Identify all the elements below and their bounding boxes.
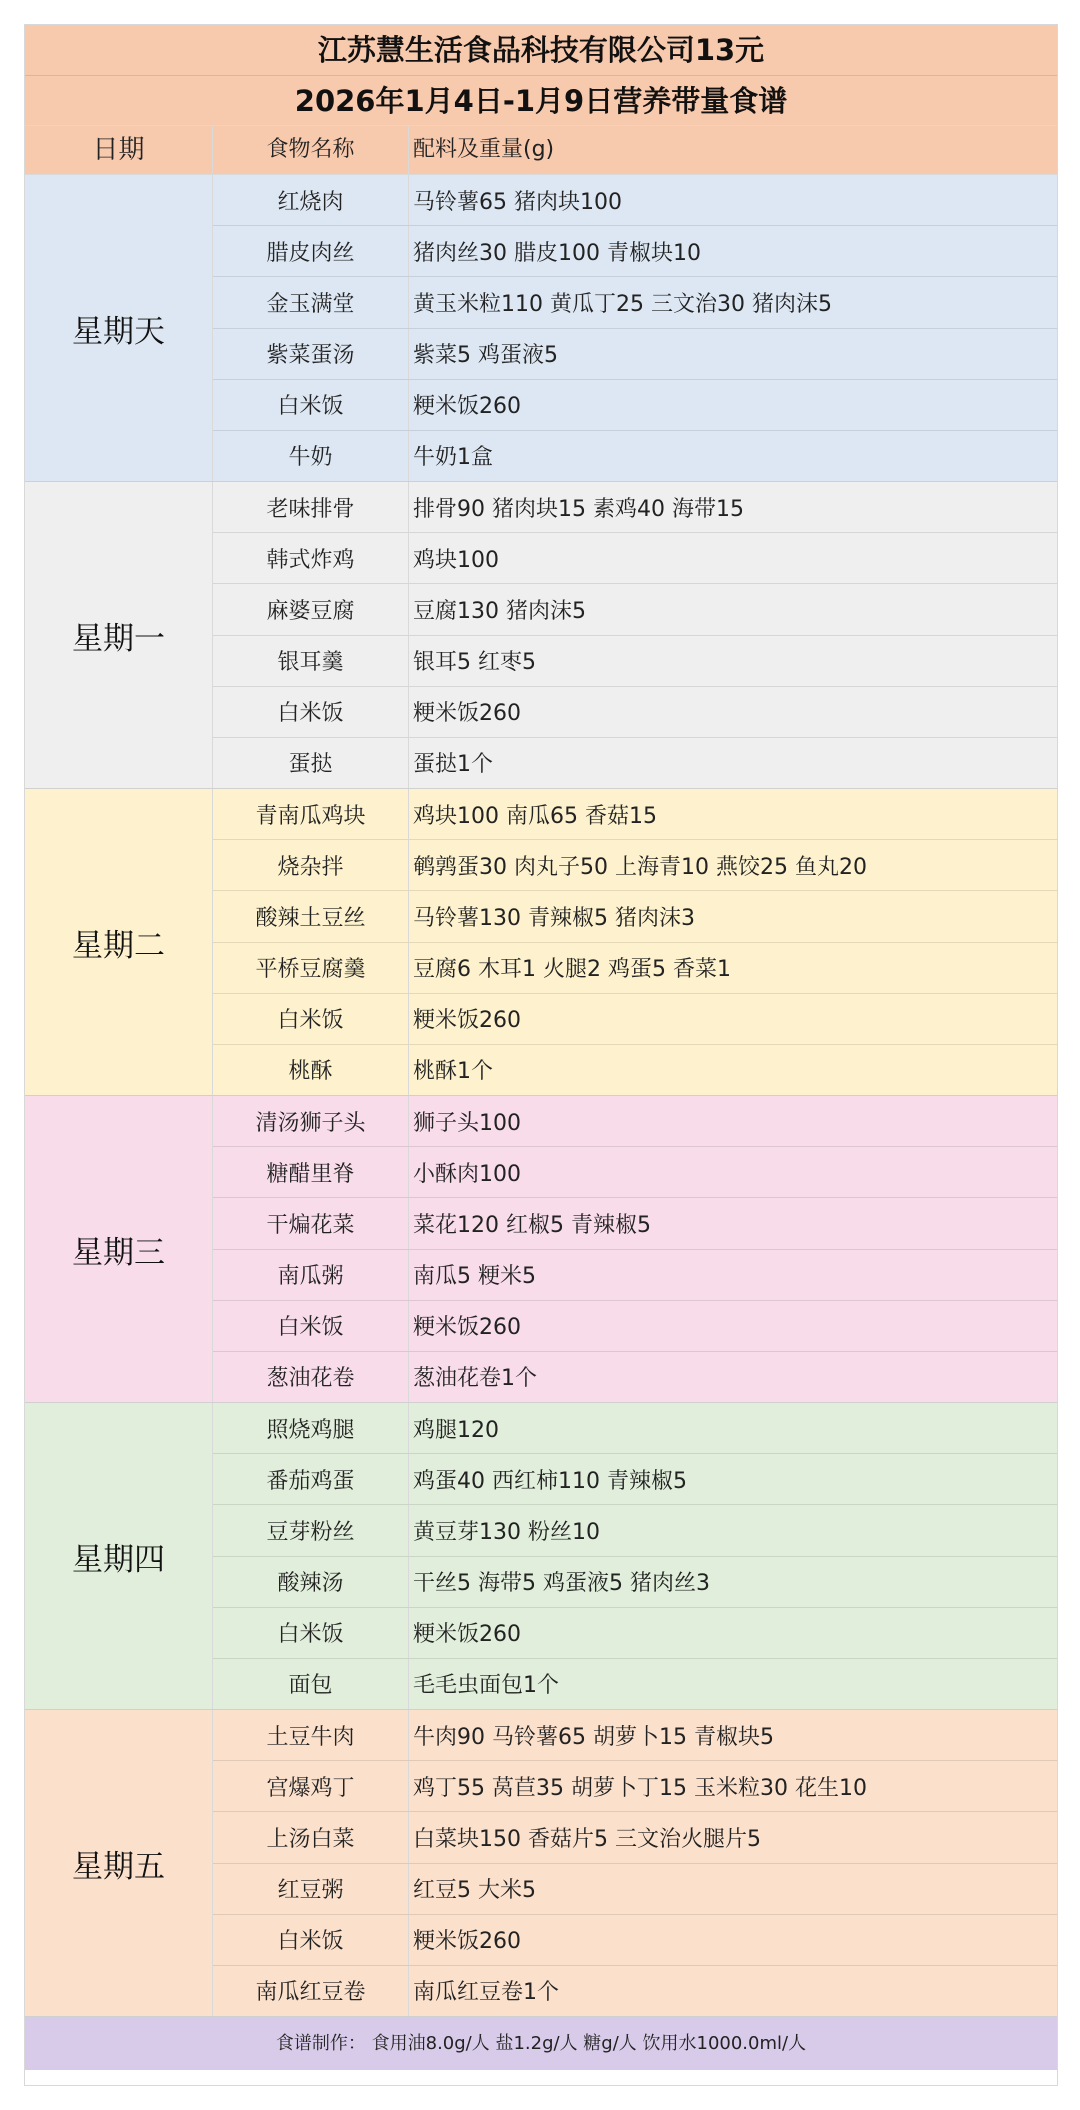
dish-name: 牛奶 (213, 431, 409, 481)
dish-name: 桃酥 (213, 1045, 409, 1095)
dish-row (213, 1300, 1057, 1351)
day-label: 星期天 (25, 175, 213, 481)
dish-row (213, 1965, 1057, 2016)
dish-list (213, 175, 1057, 481)
dish-ingredients: 狮子头100 (413, 1110, 521, 1136)
dish-row (213, 1453, 1057, 1504)
dish-name: 白米饭 (213, 1301, 409, 1351)
dish-row (213, 1403, 1057, 1453)
dish-ingredients: 排骨90 猪肉块15 素鸡40 海带15 (413, 496, 744, 522)
dish-ingredients: 鸡块100 南瓜65 香菇15 (413, 803, 657, 829)
dish-row (213, 1504, 1057, 1555)
menu-table (24, 24, 1058, 2086)
dish-name: 蛋挞 (213, 738, 409, 788)
dish-ingredients: 鸡蛋40 西红柿110 青辣椒5 (413, 1468, 687, 1494)
dish-ingredients: 粳米饭260 (413, 1315, 521, 1341)
dish-ingredients: 桃酥1个 (413, 1059, 493, 1085)
dish-ingredients: 南瓜5 粳米5 (413, 1264, 536, 1290)
dish-name: 紫菜蛋汤 (213, 329, 409, 379)
dish-row (213, 1556, 1057, 1607)
footer-note: 食谱制作： 食用油8.0g/人 盐1.2g/人 糖g/人 饮用水1000.0ml/人 (25, 2017, 1057, 2070)
dish-list (213, 482, 1057, 788)
dish-row (213, 225, 1057, 276)
menu-title: 2026年1月4日-1月9日营养带量食谱 (25, 75, 1057, 126)
day-group (25, 482, 1057, 789)
day-label: 星期四 (25, 1403, 213, 1709)
dish-name: 面包 (213, 1659, 409, 1709)
dish-name: 南瓜粥 (213, 1250, 409, 1300)
dish-row (213, 1760, 1057, 1811)
dish-name: 宫爆鸡丁 (213, 1761, 409, 1811)
dish-name: 白米饭 (213, 994, 409, 1044)
dish-name: 豆芽粉丝 (213, 1505, 409, 1555)
dish-name: 韩式炸鸡 (213, 533, 409, 583)
dish-ingredients: 豆腐130 猪肉沫5 (413, 598, 586, 624)
dish-ingredients: 菜花120 红椒5 青辣椒5 (413, 1212, 651, 1238)
dish-name: 白米饭 (213, 687, 409, 737)
dish-ingredients: 鹌鹑蛋30 肉丸子50 上海青10 燕饺25 鱼丸20 (413, 854, 867, 880)
header-date: 日期 (25, 126, 213, 174)
dish-ingredients: 粳米饭260 (413, 1622, 521, 1648)
dish-ingredients: 牛奶1盒 (413, 445, 493, 471)
dish-row (213, 942, 1057, 993)
dish-ingredients: 马铃薯65 猪肉块100 (413, 189, 622, 215)
dish-name: 土豆牛肉 (213, 1710, 409, 1760)
dish-list (213, 1096, 1057, 1402)
dish-name: 葱油花卷 (213, 1352, 409, 1402)
dish-row (213, 379, 1057, 430)
day-groups (25, 175, 1057, 2017)
dish-name: 干煸花菜 (213, 1198, 409, 1248)
dish-row (213, 1607, 1057, 1658)
dish-row (213, 890, 1057, 941)
header-ingredients: 配料及重量(g) (413, 137, 555, 162)
dish-name: 金玉满堂 (213, 277, 409, 327)
dish-row (213, 1146, 1057, 1197)
dish-row (213, 686, 1057, 737)
dish-ingredients: 葱油花卷1个 (413, 1366, 537, 1392)
dish-ingredients: 红豆5 大米5 (413, 1878, 536, 1904)
dish-row (213, 482, 1057, 532)
dish-row (213, 1249, 1057, 1300)
dish-row (213, 276, 1057, 327)
day-group (25, 1096, 1057, 1403)
dish-ingredients: 毛毛虫面包1个 (413, 1673, 559, 1699)
dish-row (213, 1044, 1057, 1095)
dish-ingredients: 紫菜5 鸡蛋液5 (413, 343, 558, 369)
dish-list (213, 1710, 1057, 2016)
dish-list (213, 789, 1057, 1095)
dish-row (213, 993, 1057, 1044)
title-block (25, 25, 1057, 126)
dish-ingredients: 粳米饭260 (413, 1929, 521, 1955)
dish-ingredients: 粳米饭260 (413, 1008, 521, 1034)
dish-row (213, 1096, 1057, 1146)
dish-row (213, 1914, 1057, 1965)
dish-ingredients: 粳米饭260 (413, 701, 521, 727)
dish-ingredients: 粳米饭260 (413, 394, 521, 420)
dish-name: 红烧肉 (213, 175, 409, 225)
day-group (25, 175, 1057, 482)
company-title: 江苏慧生活食品科技有限公司13元 (317, 33, 765, 67)
dish-row (213, 1197, 1057, 1248)
dish-ingredients: 鸡腿120 (413, 1417, 499, 1443)
dish-ingredients: 干丝5 海带5 鸡蛋液5 猪肉丝3 (413, 1571, 710, 1597)
dish-name: 清汤狮子头 (213, 1096, 409, 1146)
dish-ingredients: 鸡块100 (413, 547, 499, 573)
dish-name: 麻婆豆腐 (213, 584, 409, 634)
day-label: 星期二 (25, 789, 213, 1095)
dish-name: 酸辣汤 (213, 1557, 409, 1607)
dish-ingredients: 猪肉丝30 腊皮100 青椒块10 (413, 240, 701, 266)
header-food-name: 食物名称 (213, 126, 409, 174)
dish-ingredients: 白菜块150 香菇片5 三文治火腿片5 (413, 1826, 761, 1852)
day-group (25, 1403, 1057, 1710)
dish-name: 腊皮肉丝 (213, 226, 409, 276)
dish-name: 烧杂拌 (213, 840, 409, 890)
dish-row (213, 532, 1057, 583)
dish-ingredients: 豆腐6 木耳1 火腿2 鸡蛋5 香菜1 (413, 957, 731, 983)
dish-row (213, 430, 1057, 481)
dish-name: 番茄鸡蛋 (213, 1454, 409, 1504)
dish-name: 南瓜红豆卷 (213, 1966, 409, 2016)
dish-name: 照烧鸡腿 (213, 1403, 409, 1453)
table-header (25, 126, 1057, 175)
dish-ingredients: 南瓜红豆卷1个 (413, 1980, 559, 2006)
dish-name: 青南瓜鸡块 (213, 789, 409, 839)
dish-row (213, 635, 1057, 686)
dish-row (213, 1658, 1057, 1709)
dish-row (213, 839, 1057, 890)
dish-row (213, 1710, 1057, 1760)
day-group (25, 1710, 1057, 2017)
dish-name: 白米饭 (213, 380, 409, 430)
day-label: 星期一 (25, 482, 213, 788)
dish-row (213, 789, 1057, 839)
dish-name: 糖醋里脊 (213, 1147, 409, 1197)
dish-ingredients: 银耳5 红枣5 (413, 650, 536, 676)
dish-name: 红豆粥 (213, 1864, 409, 1914)
day-label: 星期五 (25, 1710, 213, 2016)
dish-ingredients: 马铃薯130 青辣椒5 猪肉沫3 (413, 905, 695, 931)
dish-name: 酸辣土豆丝 (213, 891, 409, 941)
dish-name: 白米饭 (213, 1915, 409, 1965)
dish-row (213, 328, 1057, 379)
dish-row (213, 737, 1057, 788)
day-label: 星期三 (25, 1096, 213, 1402)
dish-row (213, 1351, 1057, 1402)
dish-ingredients: 牛肉90 马铃薯65 胡萝卜15 青椒块5 (413, 1724, 774, 1750)
dish-name: 银耳羹 (213, 636, 409, 686)
dish-ingredients: 黄豆芽130 粉丝10 (413, 1519, 600, 1545)
dish-list (213, 1403, 1057, 1709)
dish-name: 白米饭 (213, 1608, 409, 1658)
dish-ingredients: 鸡丁55 莴苣35 胡萝卜丁15 玉米粒30 花生10 (413, 1775, 867, 1801)
dish-ingredients: 蛋挞1个 (413, 752, 493, 778)
dish-row (213, 1811, 1057, 1862)
dish-name: 上汤白菜 (213, 1812, 409, 1862)
dish-ingredients: 黄玉米粒110 黄瓜丁25 三文治30 猪肉沫5 (413, 291, 832, 317)
dish-row (213, 1863, 1057, 1914)
day-group (25, 789, 1057, 1096)
dish-name: 平桥豆腐羹 (213, 943, 409, 993)
dish-row (213, 583, 1057, 634)
dish-ingredients: 小酥肉100 (413, 1161, 521, 1187)
dish-row (213, 175, 1057, 225)
dish-name: 老味排骨 (213, 482, 409, 532)
